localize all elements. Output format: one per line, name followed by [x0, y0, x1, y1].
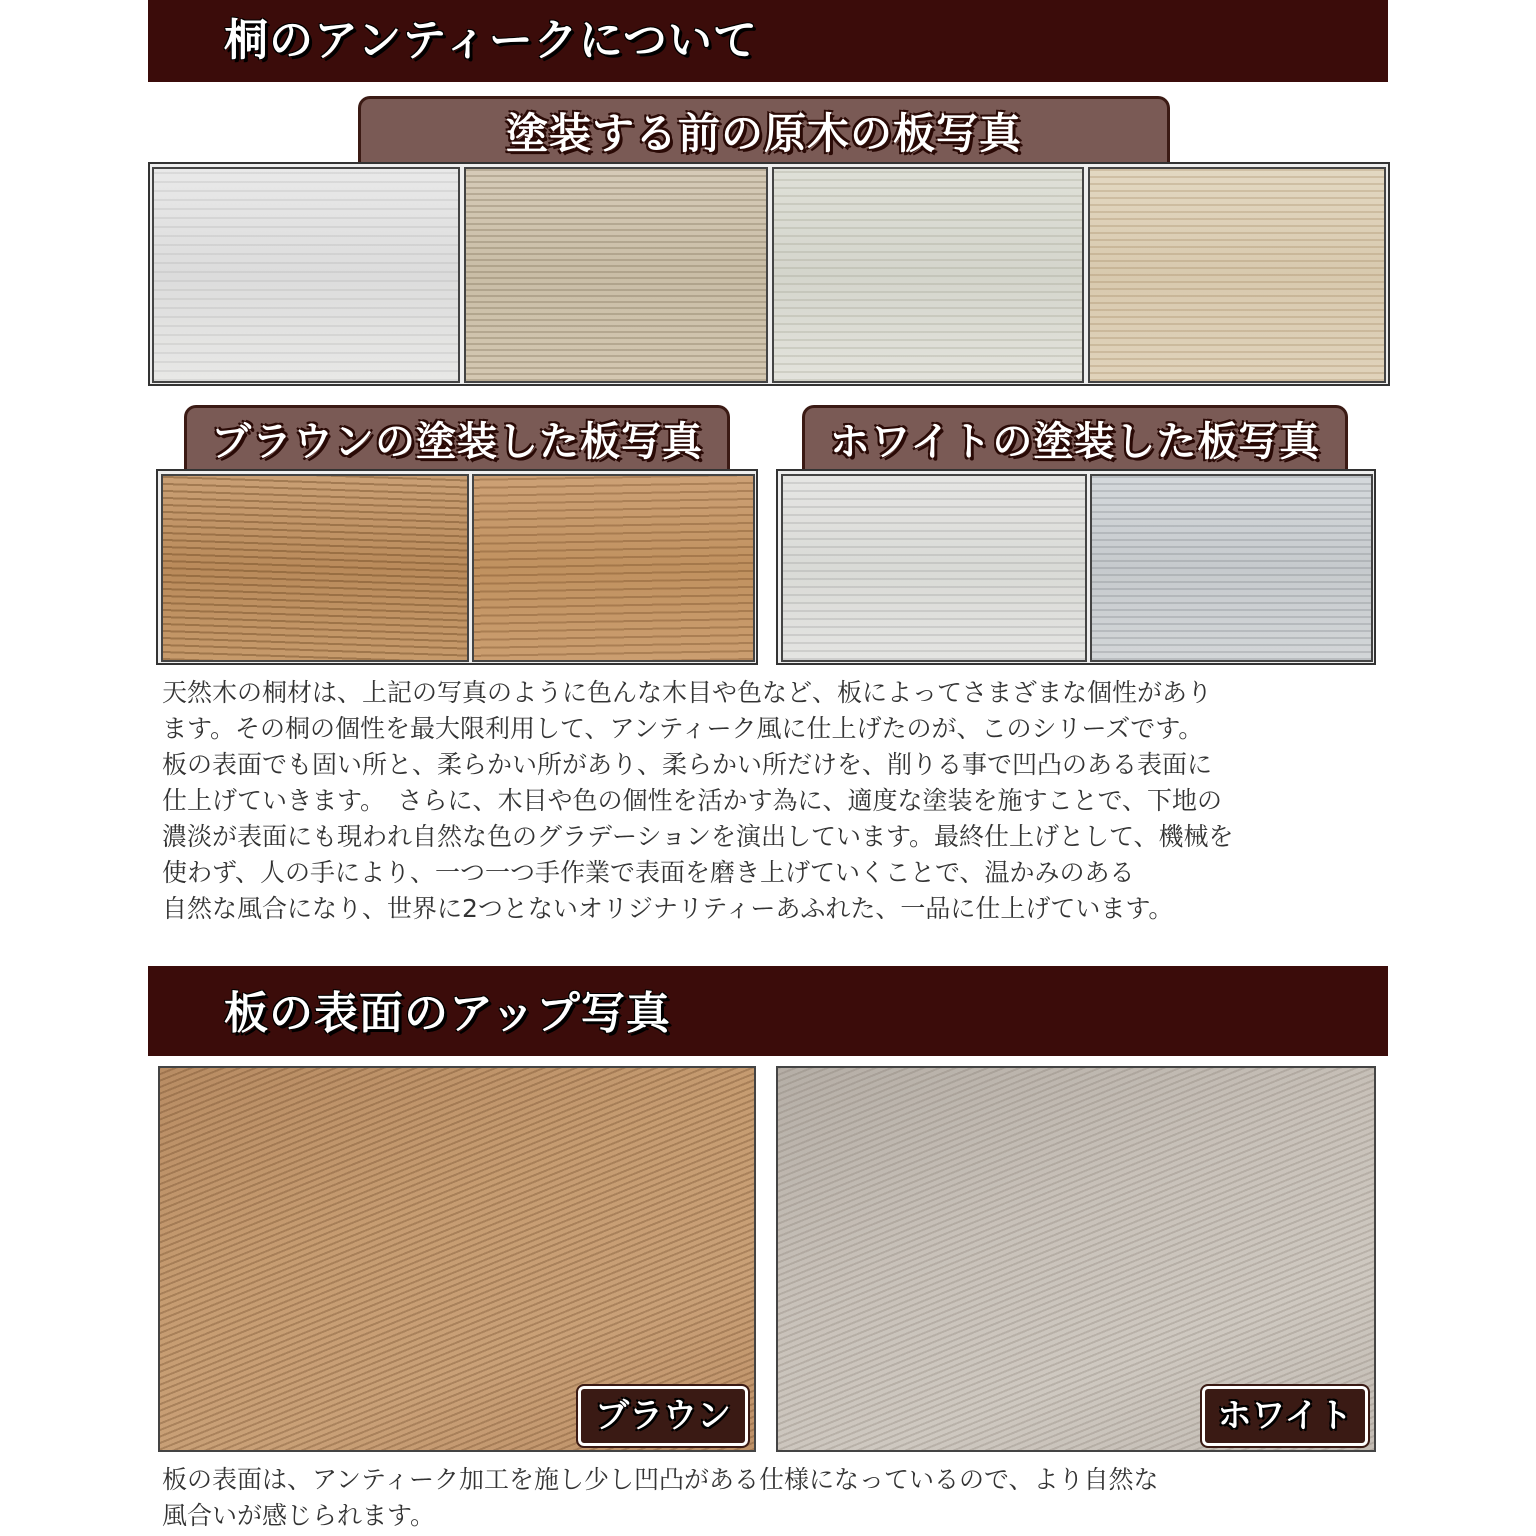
brown-painted-photo-2	[472, 474, 755, 662]
section-header-closeup-title: 板の表面のアップ写真	[224, 988, 671, 1039]
closeup-white-label-text: ホワイト	[1217, 1396, 1353, 1436]
closeup-white-photo	[776, 1066, 1376, 1452]
brown-painted-photo-strip	[156, 469, 758, 665]
section-header-about	[148, 0, 1388, 82]
closeup-brown-label-text: ブラウン	[595, 1396, 731, 1436]
tab-white-painted	[802, 405, 1348, 469]
tab-raw-wood-label: 塗装する前の原木の板写真	[505, 109, 1022, 158]
white-painted-photo-2	[1090, 474, 1373, 662]
closeup-white-label	[1202, 1386, 1368, 1446]
description-line: ます。その桐の個性を最大限利用して、アンティーク風に仕上げたのが、このシリーズです。	[162, 714, 1204, 743]
brown-painted-photo-1	[161, 474, 469, 662]
tab-raw-wood	[358, 96, 1170, 162]
description-line: 板の表面でも固い所と、柔らかい所があり、柔らかい所だけを、削りる事で凹凸のある表面に	[162, 750, 1213, 779]
closeup-brown-photo	[158, 1066, 756, 1452]
raw-wood-photo-4	[1088, 167, 1386, 383]
raw-wood-photo-3	[772, 167, 1084, 383]
raw-wood-photo-1	[152, 167, 460, 383]
description-line: 仕上げていきます。 さらに、木目や色の個性を活かす為に、適度な塗装を施すことで、下地の	[162, 786, 1223, 815]
description-line: 板の表面は、アンティーク加工を施し少し凹凸がある仕様になっているので、より自然な	[162, 1465, 1159, 1494]
description-line: 濃淡が表面にも現われ自然な色のグラデーションを演出しています。最終仕上げとして、機械を	[162, 822, 1234, 851]
raw-wood-photo-strip	[148, 162, 1390, 386]
raw-wood-photo-2	[464, 167, 768, 383]
section-header-closeup	[148, 966, 1388, 1056]
description-closeup	[162, 1462, 1392, 1536]
description-line: 使わず、人の手により、一つ一つ手作業で表面を磨き上げていくことで、温かみのある	[162, 858, 1135, 887]
tab-brown-painted	[184, 405, 730, 469]
description-line: 天然木の桐材は、上記の写真のように色んな木目や色など、板によってさまざまな個性があり	[162, 678, 1213, 707]
white-painted-photo-1	[781, 474, 1087, 662]
tab-white-painted-label: ホワイトの塗装した板写真	[829, 419, 1321, 465]
description-about	[162, 675, 1392, 935]
white-painted-photo-strip	[776, 469, 1376, 665]
description-line: 風合いが感じられます。	[162, 1501, 436, 1530]
description-line: 自然な風合になり、世界に2つとないオリジナリティーあふれた、一品に仕上げています。	[162, 894, 1174, 923]
tab-brown-painted-label: ブラウンの塗装した板写真	[211, 419, 703, 465]
section-header-about-title: 桐のアンティークについて	[224, 15, 758, 66]
closeup-brown-label	[578, 1386, 748, 1446]
